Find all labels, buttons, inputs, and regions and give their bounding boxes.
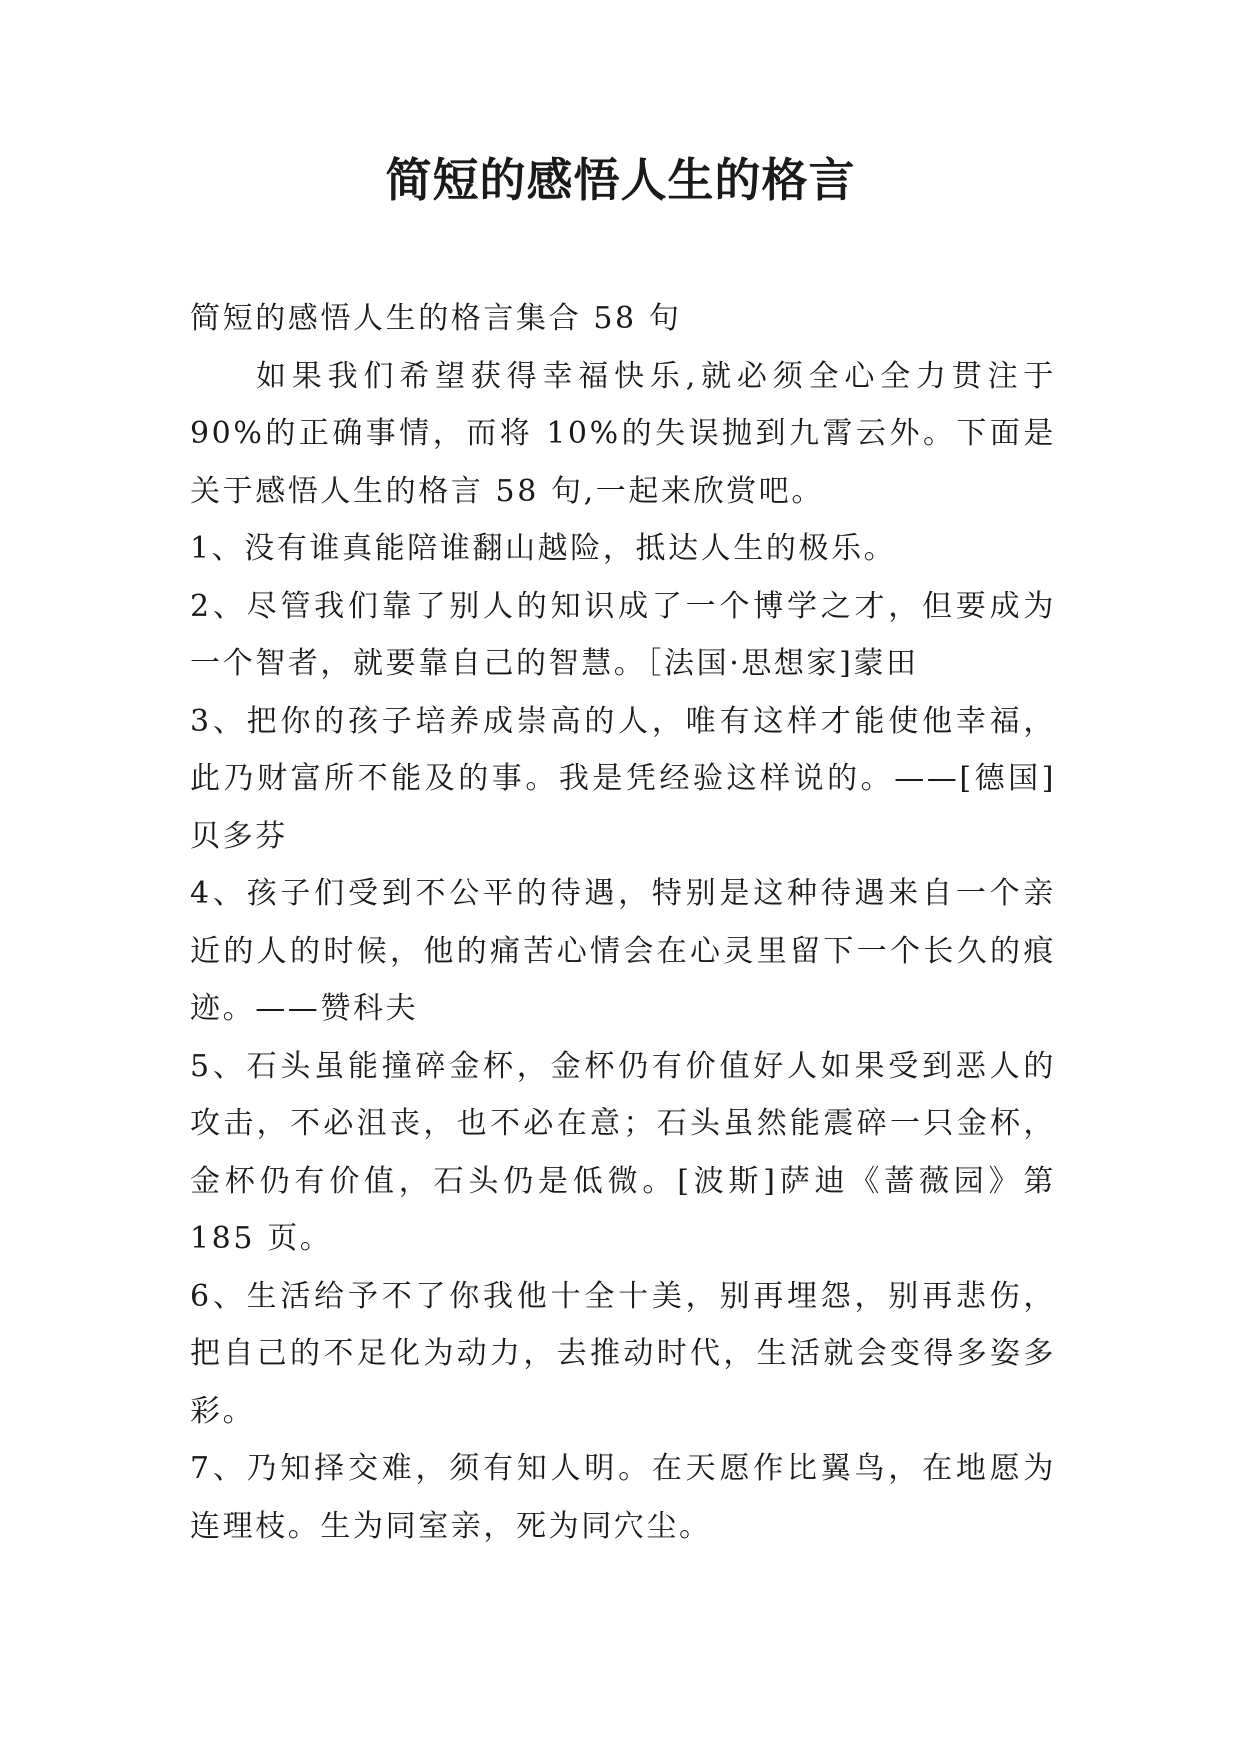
quote-item: 7、乃知择交难，须有知人明。在天愿作比翼鸟，在地愿为连理枝。生为同室亲，死为同穴尘。 <box>190 1451 1056 1544</box>
quote-item: 2、尽管我们靠了别人的知识成了一个博学之才，但要成为一个智者，就要靠自己的智慧。［法国·思想家]蒙田 <box>190 588 1056 681</box>
quote-item: 4、孩子们受到不公平的待遇，特别是这种待遇来自一个亲近的人的时候，他的痛苦心情会在心灵里留下一个长久的痕迹。——赞科夫 <box>190 876 1056 1026</box>
document-body <box>190 290 1056 1555</box>
quote-item: 5、石头虽能撞碎金杯，金杯仍有价值好人如果受到恶人的攻击，不必沮丧，也不必在意；石头虽然能震碎一只金杯，金杯仍有价值，石头仍是低微。[波斯]萨迪《蔷薇园》第 185 页。 <box>190 1048 1056 1256</box>
page-title: 简短的感悟人生的格言 <box>385 153 856 207</box>
quote-item: 1、没有谁真能陪谁翻山越险，抵达人生的极乐。 <box>190 531 897 566</box>
quote-item: 6、生活给予不了你我他十全十美，别再埋怨，别再悲伤，把自己的不足化为动力，去推动时代，生活就会变得多姿多彩。 <box>190 1278 1056 1429</box>
intro-paragraph: 如果我们希望获得幸福快乐,就必须全心全力贯注于90%的正确事情，而将 10%的失误抛到九霄云外。下面是关于感悟人生的格言 58 句,一起来欣赏吧。 <box>190 358 1056 509</box>
quote-item: 3、把你的孩子培养成崇高的人，唯有这样才能使他幸福，此乃财富所不能及的事。我是凭经验这样说的。——[德国]贝多芬 <box>190 703 1056 854</box>
subtitle: 简短的感悟人生的格言集合 58 句 <box>190 301 682 336</box>
